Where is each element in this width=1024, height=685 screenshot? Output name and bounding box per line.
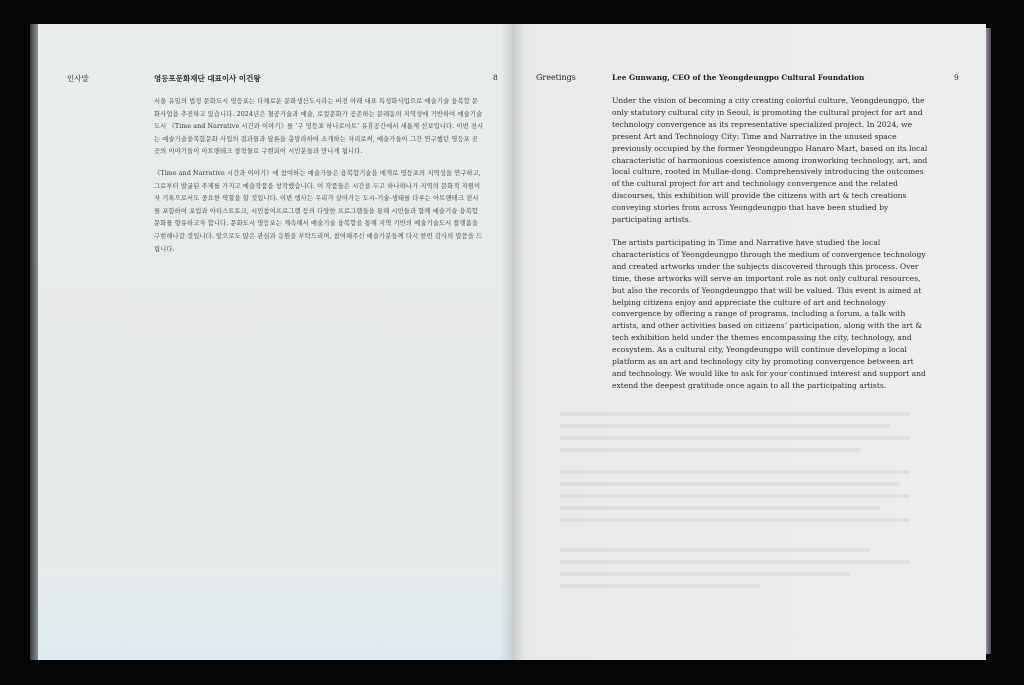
right-page-number: 9 bbox=[954, 73, 959, 82]
english-paragraph: Under the vision of becoming a city creating colorful culture, Yeongdeungpo, the only statutory cultural city in Seoul, is promoting the cultural project for art and technology convergence as its representative specialized project. In 2024, we present Art and Technology City: Time and Narrative in the unused space previously occupied by the former Yeongdeungpo Hanaro Mart, based on its local characteristic of harmonious coexistence among ironworking technology, art, and local culture, rooted in Mullae-dong. Comprehensively introducing the outcomes of the cultural project for art and technology convergence and the related discourses, this exhibition will provide the citizens with art & tech creations conveying stories from across Yeongdeungpo that have been studied by participating artists. bbox=[612, 96, 928, 225]
left-section-label: 인사말 bbox=[67, 74, 89, 83]
korean-paragraph: 《Time and Narrative 시간과 이야기》에 참여하는 예술가들은 융복합기술을 매개로 영등포의 지역성을 연구하고, 그로부터 발굴된 주제를 가지고 예술작품을 창작했습니다. 이 작품들은 시간을 두고 하나하나가 지역의 문화적 자원이자 기록으로서도 중요한 역할을 할 것입니다. 이번 행사는 우리가 살아가는 도시-기술-생태를 다루는 아트앤테크 전시를 포함하여 포럼과 아티스트토크, 시민참여프로그램 등의 다양한 프로그램들을 통해 시민들과 함께 예술기술 융복합문화를 향유하고자 합니다. 문화도시 영등포는 계속해서 예술기술 융복합을 통해 지역 기반의 예술기술도시 플랫폼을 구현해나갈 것입니다. 앞으로도 많은 관심과 응원을 부탁드리며, 참여해주신 예술가분들께 다시 한번 감사의 말씀을 드립니다. bbox=[154, 169, 483, 253]
english-body-text bbox=[612, 95, 930, 403]
right-section-label: Greetings bbox=[536, 73, 576, 82]
left-page-number: 8 bbox=[493, 73, 498, 82]
korean-body-text bbox=[154, 96, 484, 265]
english-paragraph: The artists participating in Time and Narrative have studied the local characteristics of Yeongdeungpo through the medium of convergence technology and created artworks under the subjects discovered through this process. Over time, these artworks will serve an important role as not only cultural resources, but also the records of Yeongdeungpo that will be valued. This event is aimed at helping citizens enjoy and appreciate the culture of art and technology convergence by offering a range of programs, including a forum, a talk with artists, and other activities based on citizens’ participation, along with the art & tech exhibition held under the themes encompassing the city, technology, and ecosystem. As a cultural city, Yeongdeungpo will continue developing a local platform as an art and technology city by promoting convergence between art and technology. We would like to ask for your continued interest and support and extend the deepest gratitude once again to all the participating artists. bbox=[612, 237, 926, 390]
book-right-edge bbox=[986, 28, 991, 654]
korean-paragraph: 서울 유일의 법정 문화도시 영등포는 다채로운 문화생산도시라는 비전 아래 대표 특성화사업으로 예술기술 융복합 문화사업을 추진하고 있습니다. 2024년은 철공기술과 예술, 로컬문화가 공존하는 문래동의 지역성에 기반하여 예술기술도시 《Time and Narrative 시간과 이야기》를 ‘구 영등포 하나로마트’ 유휴공간에서 새롭게 선보입니다. 이번 전시는 예술기술융복합문화 사업의 결과물과 담론을 총망라하여 소개하는 자리로써, 예술가들이 그간 연구했던 영등포 곳곳의 이야기들이 아트앤테크 창작물로 구현되어 시민분들과 만나게 됩니다. bbox=[154, 98, 484, 156]
book-gutter bbox=[500, 24, 524, 660]
book-left-edge bbox=[30, 24, 38, 660]
right-author-title: Lee Gunwang, CEO of the Yeongdeungpo Cultural Foundation bbox=[612, 73, 865, 82]
left-author-title: 영등포문화재단 대표이사 이건왕 bbox=[154, 74, 261, 83]
